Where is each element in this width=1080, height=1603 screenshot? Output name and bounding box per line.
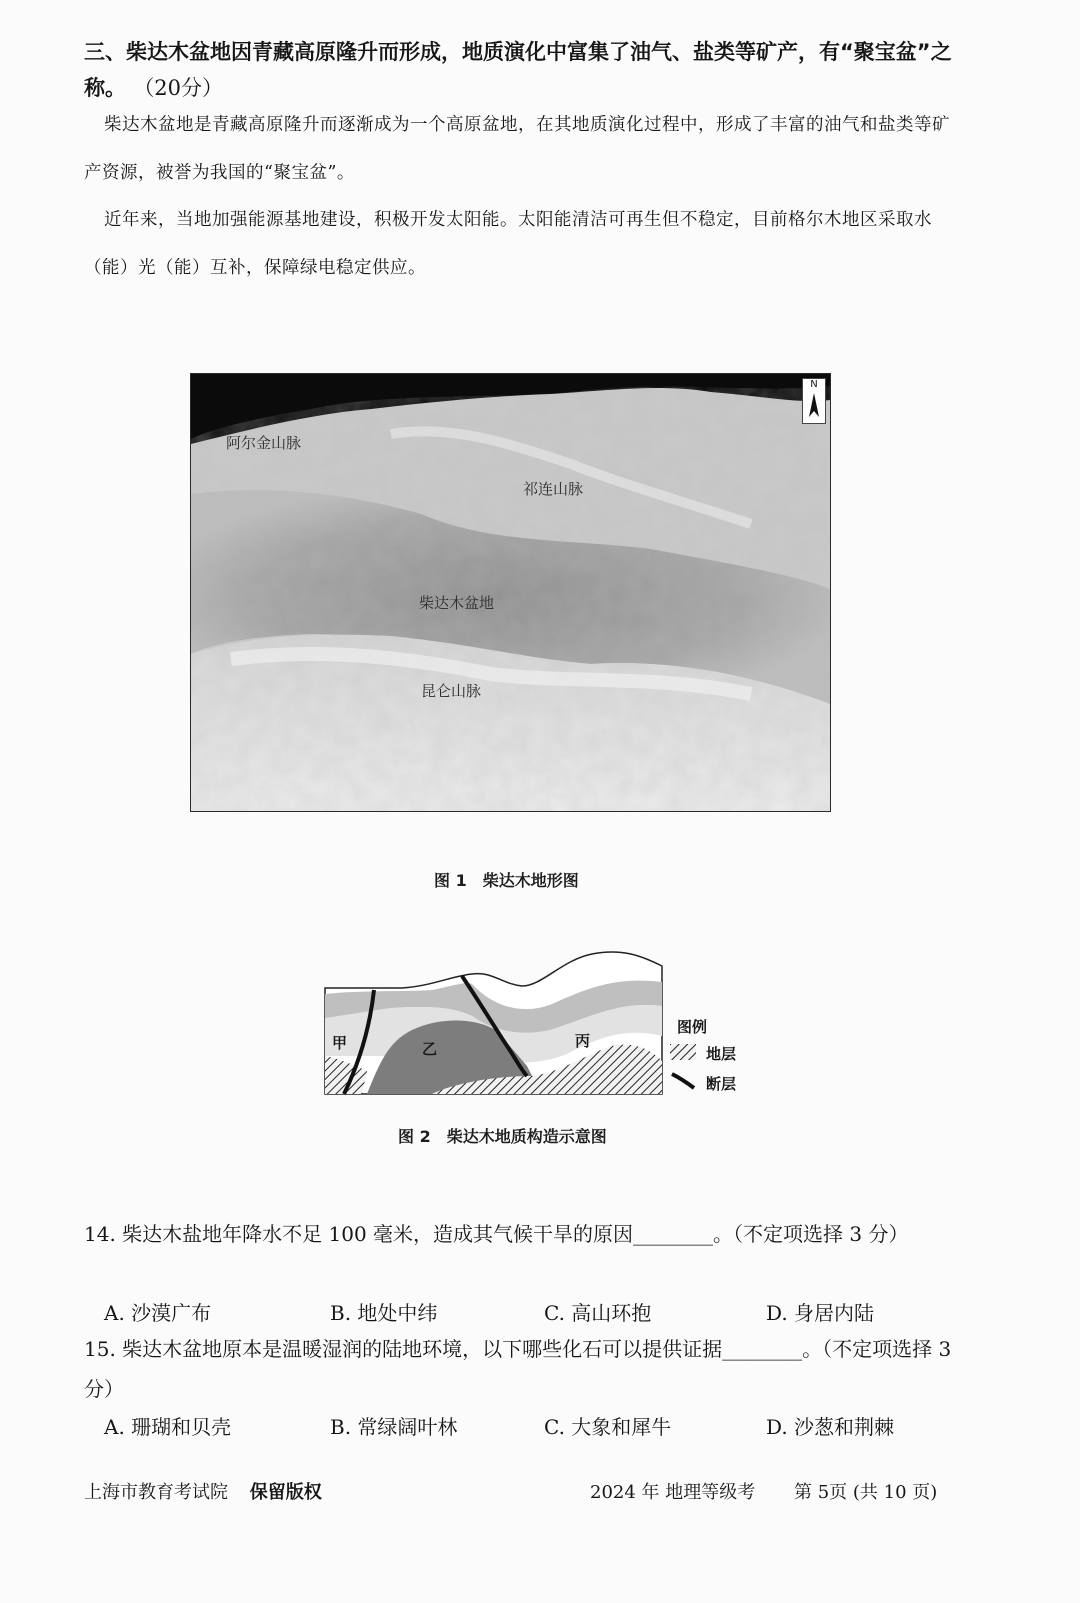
section-heading bbox=[84, 34, 964, 106]
zone-jia-label: 甲 bbox=[332, 1034, 348, 1052]
q15-option-a: A. 珊瑚和贝壳 bbox=[104, 1415, 232, 1439]
intro-paragraph-1: 柴达木盆地是青藏高原隆升而逐渐成为一个高原盆地，在其地质演化过程中，形成了丰富的油气和盐类等矿产资源，被誉为我国的“聚宝盆”。 bbox=[84, 115, 950, 183]
footer-org-name: 上海市教育考试院 bbox=[84, 1482, 228, 1503]
q14-option-c: C. 高山环抱 bbox=[544, 1301, 652, 1325]
north-label: N bbox=[810, 379, 818, 390]
label-altun: 阿尔金山脉 bbox=[226, 434, 302, 452]
question-15: 15. 柴达木盆地原本是温暖湿润的陆地环境，以下哪些化石可以提供证据________。（不定项选择 3 分） bbox=[84, 1337, 952, 1401]
label-qaidam: 柴达木盆地 bbox=[419, 594, 495, 612]
q14-option-a: A. 沙漠广布 bbox=[104, 1301, 212, 1325]
label-qilian: 祁连山脉 bbox=[523, 480, 584, 498]
legend-strata: 地层 bbox=[706, 1045, 737, 1063]
section-score: （20分） bbox=[133, 76, 224, 100]
footer-org bbox=[84, 1478, 322, 1504]
footer-rights: 保留版权 bbox=[249, 1482, 322, 1503]
q14-option-b: B. 地处中纬 bbox=[330, 1301, 438, 1325]
strata-swatch-icon bbox=[670, 1044, 696, 1060]
geologic-section bbox=[322, 946, 752, 1098]
figure1-caption: 图 1 柴达木地形图 bbox=[434, 871, 579, 890]
zone-bing-label: 丙 bbox=[575, 1032, 591, 1050]
label-kunlun: 昆仑山脉 bbox=[421, 682, 482, 700]
q14-option-d: D. 身居内陆 bbox=[766, 1301, 875, 1325]
north-arrow-icon bbox=[803, 391, 825, 421]
legend-fault: 断层 bbox=[706, 1075, 737, 1093]
footer-page: 第 5页 (共 10 页) bbox=[794, 1482, 938, 1503]
q15-option-c: C. 大象和犀牛 bbox=[544, 1415, 672, 1439]
terrain-map bbox=[190, 373, 831, 812]
north-arrow bbox=[802, 378, 826, 424]
zone-yi-label: 乙 bbox=[422, 1040, 438, 1058]
q15-option-b: B. 常绿阔叶林 bbox=[330, 1415, 458, 1439]
figure2-caption: 图 2 柴达木地质构造示意图 bbox=[398, 1127, 607, 1146]
intro-paragraph-2: 近年来，当地加强能源基地建设，积极开发太阳能。太阳能清洁可再生但不稳定，目前格尔木地区采取水（能）光（能）互补，保障绿电稳定供应。 bbox=[84, 210, 932, 278]
question-14: 14. 柴达木盐地年降水不足 100 毫米，造成其气候干旱的原因________。（不定项选择 3 分） bbox=[84, 1222, 909, 1246]
legend-title: 图例 bbox=[677, 1018, 708, 1036]
footer-exam: 2024 年 地理等级考 bbox=[590, 1482, 756, 1503]
q15-option-d: D. 沙葱和荆棘 bbox=[766, 1415, 895, 1439]
fault-swatch-icon bbox=[670, 1072, 696, 1090]
section-heading-text: 三、柴达木盆地因青藏高原隆升而形成，地质演化中富集了油气、盐类等矿产，有“聚宝盆”之称。 bbox=[84, 40, 952, 100]
